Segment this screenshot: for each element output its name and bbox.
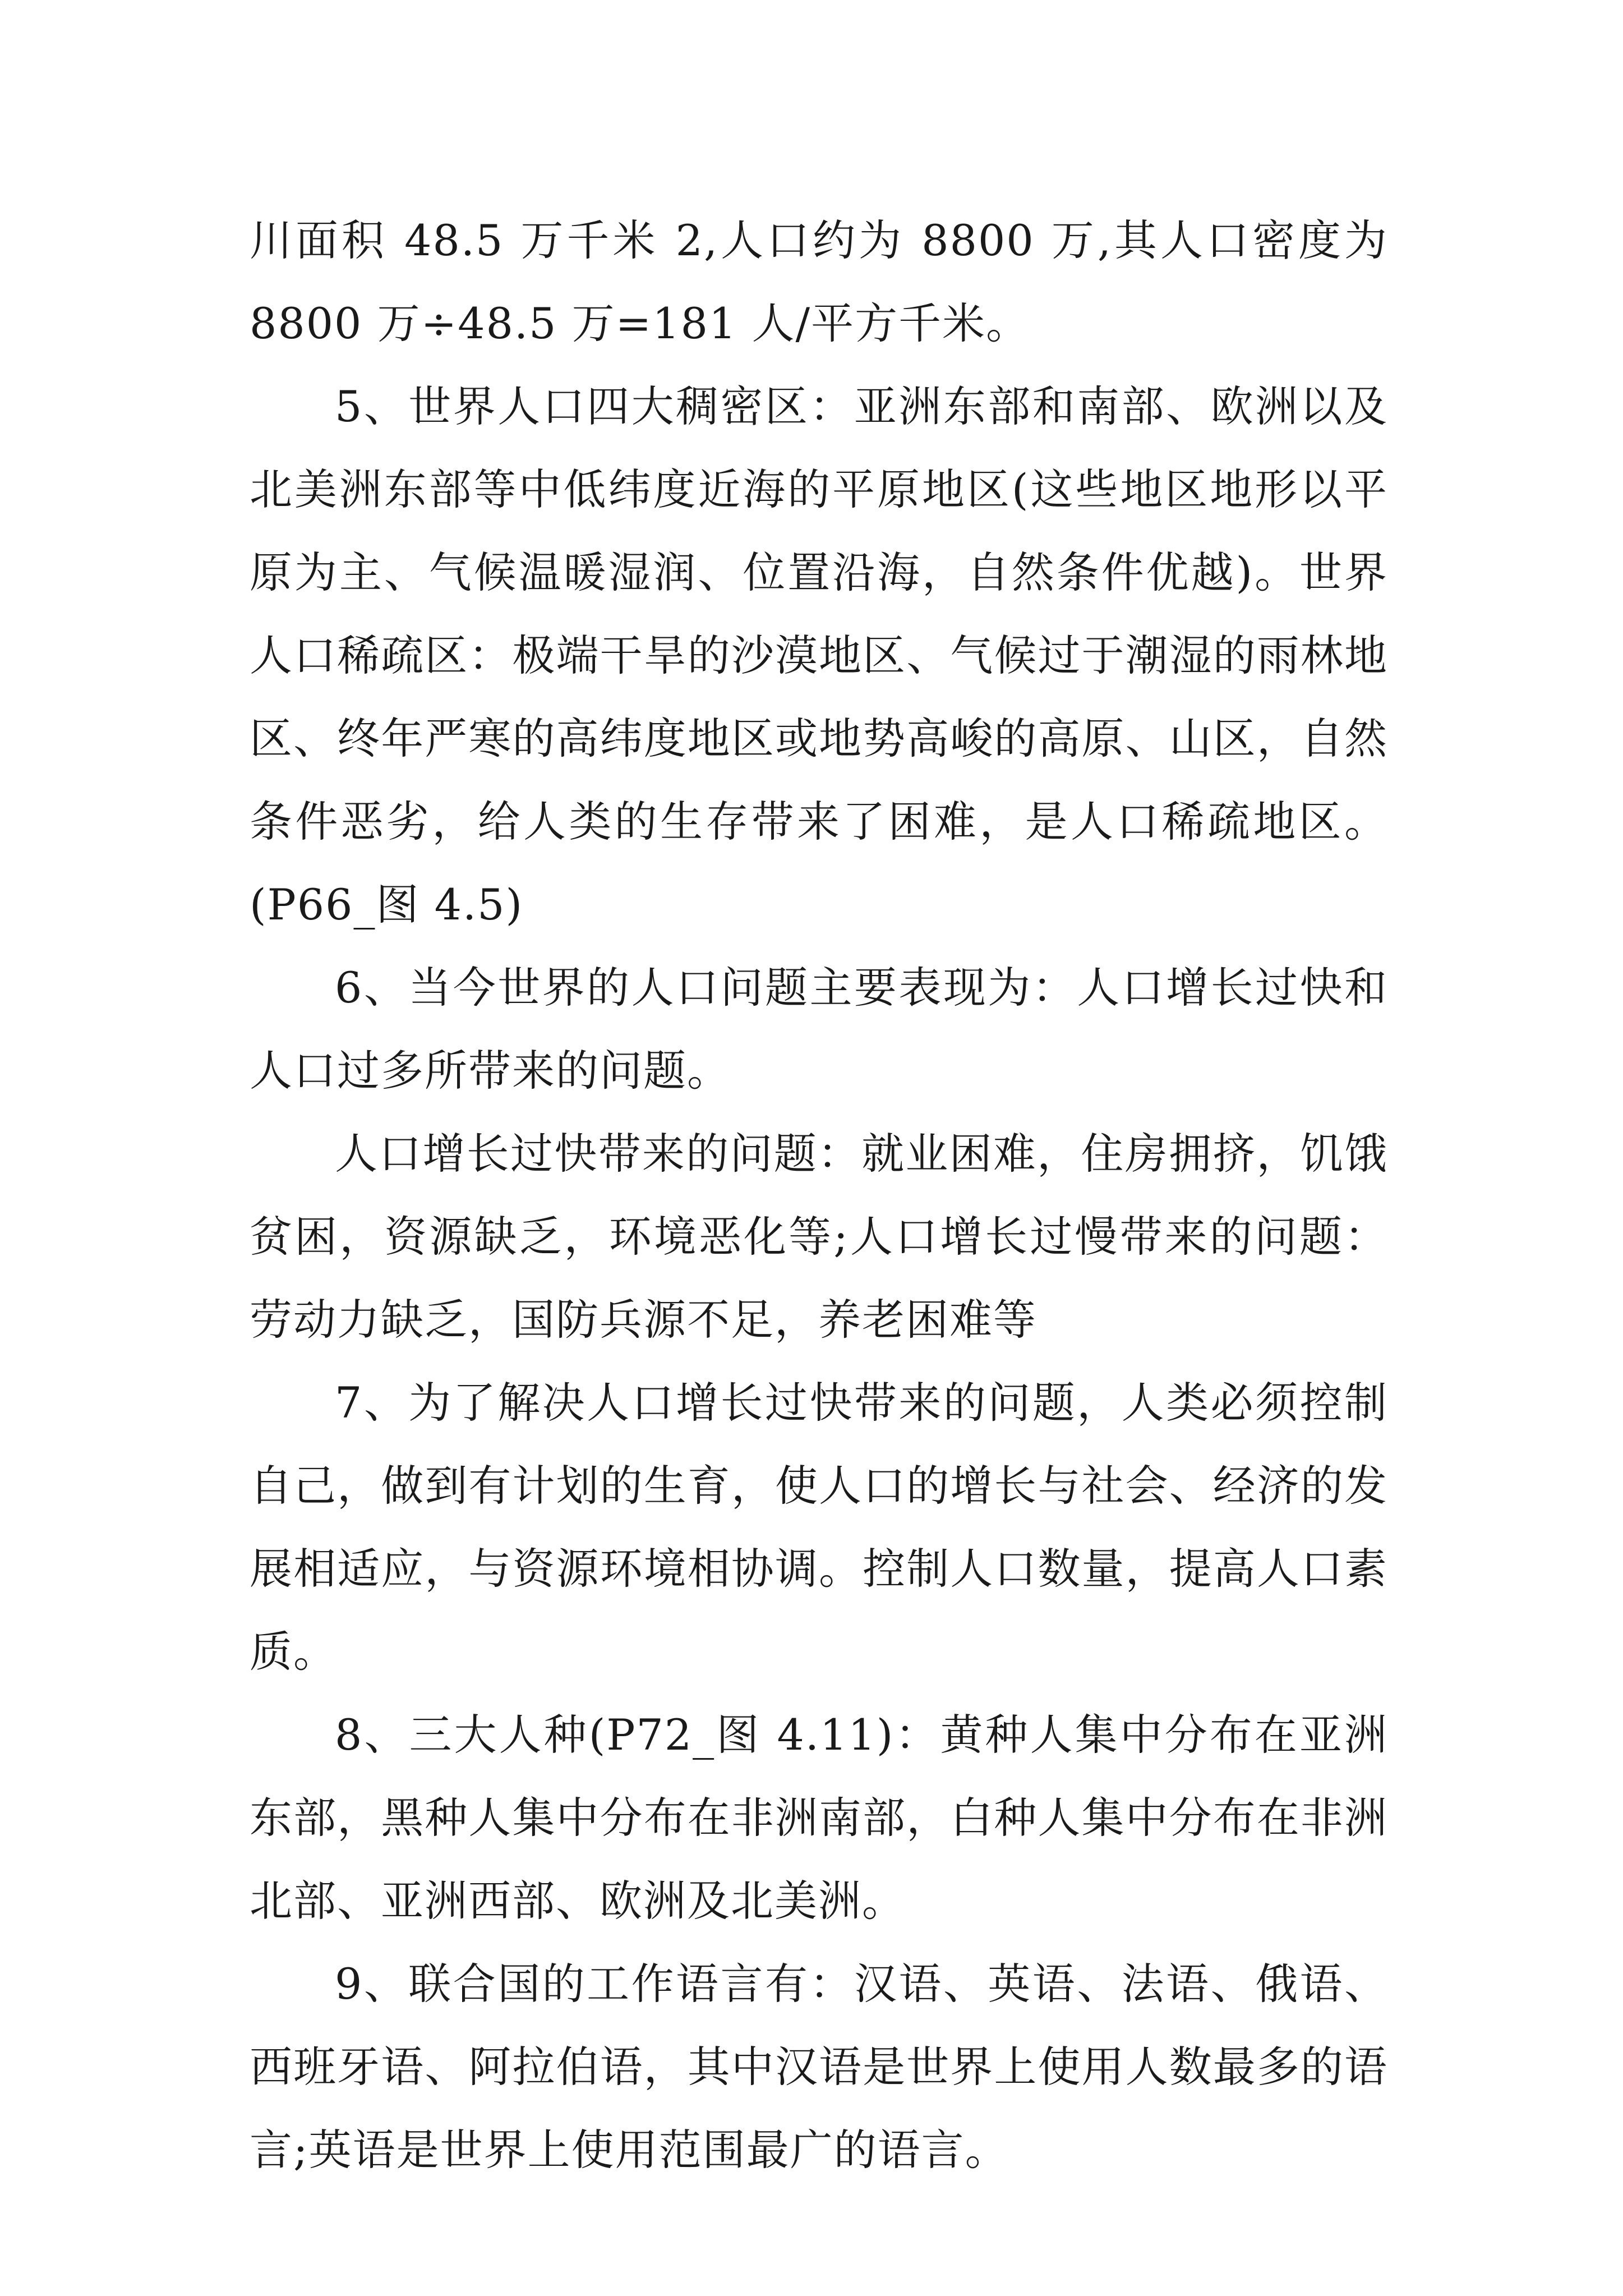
paragraph-dense-and-sparse-regions: 5、世界人口四大稠密区：亚洲东部和南部、欧洲以及北美洲东部等中低纬度近海的平原地区(这些地区地形以平原为主、气候温暖湿润、位置沿海，自然条件优越)。世界人口稀疏区：极端干旱的沙漠地区、气候过于潮湿的雨林地区、终年严寒的高纬度地区或地势高峻的高原、山区，自然条件恶劣，给人类的生存带来了困难，是人口稀疏地区。(P66_图 4.5) — [250, 381, 1388, 930]
paragraph-un-working-languages: 9、联合国的工作语言有：汉语、英语、法语、俄语、西班牙语、阿拉伯语，其中汉语是世界上使用人数最多的语言;英语是世界上使用范围最广的语言。 — [250, 1959, 1388, 2175]
paragraph-population-control: 7、为了解决人口增长过快带来的问题，人类必须控制自己，做到有计划的生育，使人口的增长与社会、经济的发展相适应，与资源环境相协调。控制人口数量，提高人口素质。 — [250, 1378, 1388, 1677]
paragraph-growth-problems: 人口增长过快带来的问题：就业困难，住房拥挤，饥饿贫困，资源缺乏，环境恶化等;人口增长过慢带来的问题：劳动力缺乏，国防兵源不足，养老困难等 — [250, 1129, 1388, 1345]
paragraph-three-races: 8、三大人种(P72_图 4.11)：黄种人集中分布在亚洲东部，黑种人集中分布在非洲南部，白种人集中分布在非洲北部、亚洲西部、欧洲及北美洲。 — [250, 1710, 1388, 1926]
paragraph-population-density-example: 川面积 48.5 万千米 2,人口约为 8800 万,其人口密度为 8800 万÷48.5 万=181 人/平方千米。 — [250, 215, 1388, 348]
document-page — [250, 199, 1388, 2192]
paragraph-population-problems: 6、当今世界的人口问题主要表现为：人口增长过快和人口过多所带来的问题。 — [250, 963, 1388, 1096]
